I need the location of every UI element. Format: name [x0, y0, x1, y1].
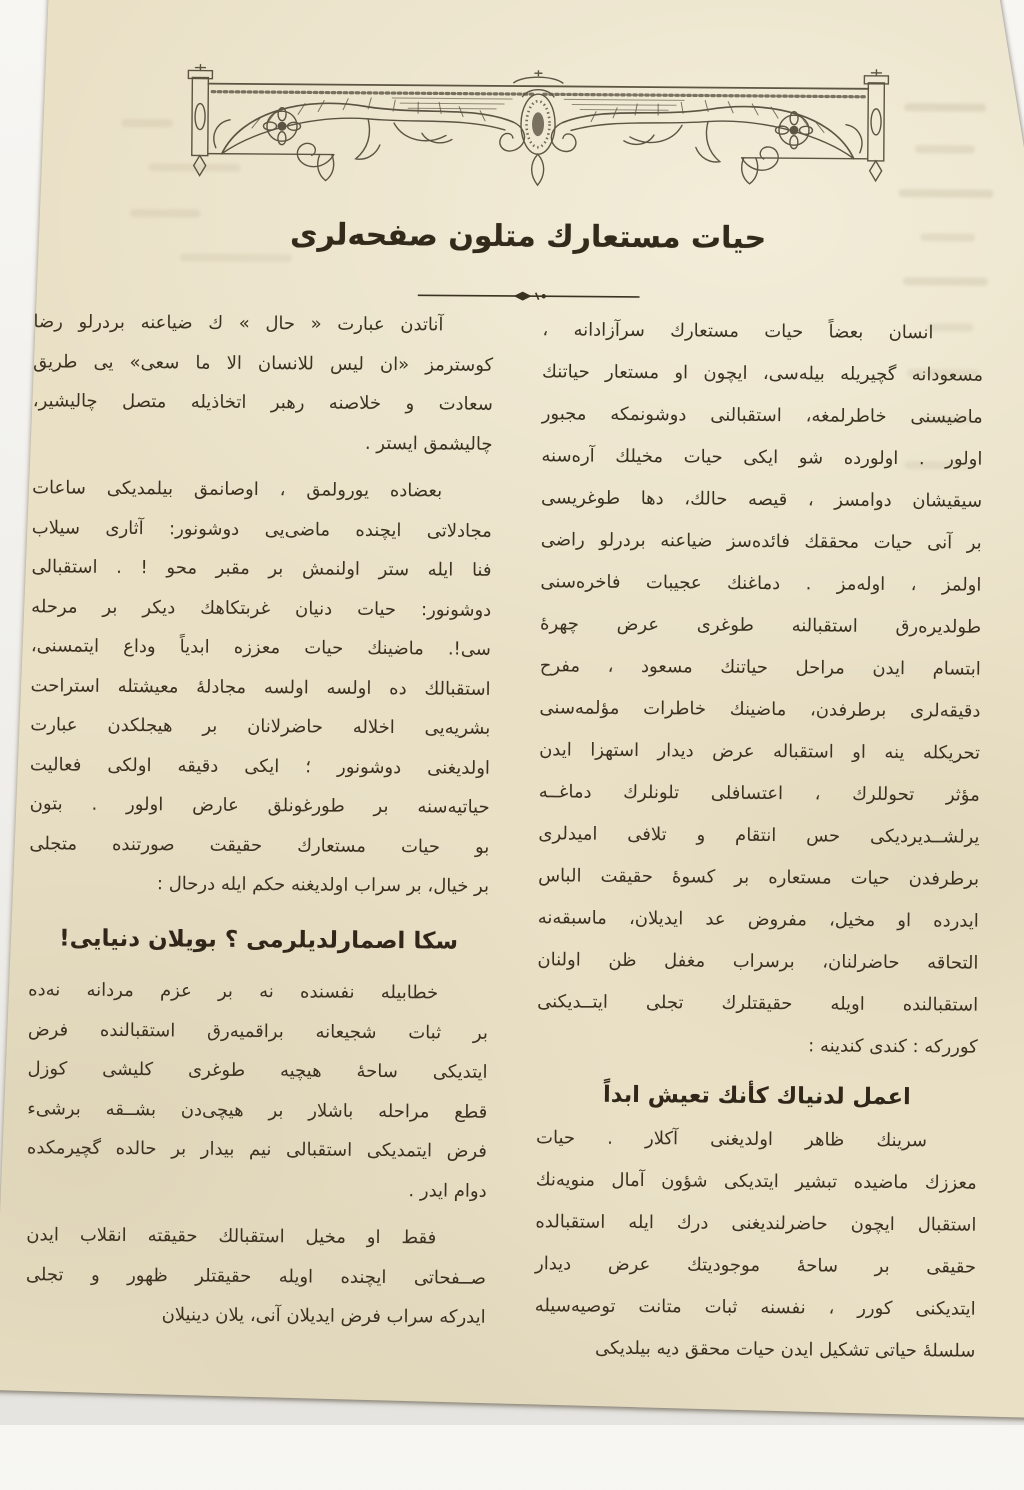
text-line: استقبالنده اويله حقيقتلرك تجلى ايتــديكنى [537, 991, 979, 1016]
page-title: حيات مستعارك متلون صفحه‌لرى [289, 217, 767, 257]
paragraph [26, 1215, 487, 1337]
text-line: مجادلاتى ايچنده ماضى‌يى دوشونور: آثارى سيلاب [31, 516, 492, 542]
paragraph [534, 1117, 977, 1372]
rule-fleuron-icon [418, 287, 640, 305]
bleed-through-mark [903, 277, 988, 286]
text-line: اولمز ، اوله‌مز . دماغنك عجيبات فاخره‌سنى [540, 571, 982, 596]
text-line: بر ثبات شجيعانه براقميه‌رق استقبالنده فرض [27, 1018, 488, 1044]
text-line: ماضيسنى خاطرلمغه، استقبالنى دوشونمكه مجبور [541, 403, 983, 428]
text-line: بو حيات مستعارك حقيقت صورتنده متجلى [29, 832, 490, 858]
text-line: التحاقه حاضرلنان، برسراب مغفل ظن اولنان [537, 949, 979, 974]
paragraph [537, 309, 984, 1068]
column-right [534, 309, 983, 1380]
bleed-through-mark [904, 103, 986, 112]
text-line: استقبال ايچون حاضرلنديغنى درك ايله استقبالده [535, 1211, 977, 1236]
text-line: معززك ماضيده تبشير ايتديكى شؤون آمال منويه‌نك [535, 1169, 977, 1194]
text-line: ايتديكى ساحهٔ هيچيه طوغرى كليشى كوزل [27, 1058, 488, 1083]
text-line: خطابيله نفسنده نه بر عزم مردانه نه‌ده [28, 979, 439, 1004]
column-left [25, 302, 493, 1345]
paragraph [32, 302, 493, 464]
bleed-through-mark [898, 189, 993, 198]
text-line: كوسترمز «ان ليس للانسان الا ما سعى» يى طريق [33, 350, 494, 376]
headpiece-engraving-icon [181, 61, 894, 199]
text-line: انسان بعضاً حيات مستعارك سرآزادانه ، [542, 319, 934, 344]
text-line: مؤثر تحوللرك ، اعتسافلى تلونلرك دماغــه [538, 781, 980, 806]
text-line: بر آنى حيات محققك فائده‌سز ضياعنه بردرلو راضى [540, 529, 982, 554]
text-line: كورركه : كندى كندينه : [808, 1035, 978, 1058]
text-line: تحريكله ينه او استقباله عرض ديدار استهزا ايدن [539, 739, 981, 764]
text-line: سى!. ماضينك حيات معززه ابدياً وداع ايتمسنى، [30, 635, 491, 660]
text-line: سلسلهٔ حياتى تشكيل ايدن حيات محقق ديه بيلديكى [594, 1337, 976, 1362]
title-rule-ornament [418, 287, 640, 305]
section-heading [28, 919, 488, 962]
text-line: صــفحاتى ايچنده اويله حقيقتلر ظهور و تجلى [25, 1263, 487, 1289]
text-line: ايدرده او مخيل، مفروض عد ايديلان، ماسبقه‌نه [537, 907, 979, 932]
text-line: فرض ايتمديكى استقبالى نيم بيدار بر حالده گچيرمكده [26, 1137, 488, 1162]
bleed-through-mark [920, 233, 975, 241]
text-line: مسعودانه گچيريله بيله‌سى، ايچون او مستعار حياتنك [541, 361, 984, 386]
text-line: بر خيال، بر سراب اولديغنه حكم ايله درحال : [156, 873, 490, 897]
paragraph [27, 970, 489, 1211]
text-line: آناتدن عبارت « حال » ك ضياعنه بردرلو رضا [33, 311, 444, 336]
text-line: طولديره‌رق استقبالنه طوغرى عرض چهرهٔ [540, 613, 982, 638]
text-line: استقبالك ده اولسه اولسه مجادلهٔ معيشتله استراحت [30, 674, 491, 700]
paragraph [29, 468, 492, 906]
text-line: بعضاده يورولمق ، اوصانمق بيلمديكى ساعات [32, 477, 443, 502]
text-line: دقيقه‌لرى برطرفدن، ماضينك خاطرات مؤلمه‌سنى [539, 697, 981, 722]
text-line: فنا ايله ستر اولنمش بر مقبر محو ! . استقبالى [31, 556, 492, 581]
centered-maxim [536, 1073, 977, 1118]
text-line: بشريه‌يى اخلاله حاضرلانان بر هيجلكدن عبارت [30, 714, 491, 739]
text-line: فقط او مخيل استقبالك حقيقته انقلاب ايدن [26, 1224, 437, 1249]
text-line: ايتديكنى كورر ، نفسنه ثبات متانت توصيه‌سيله [534, 1295, 976, 1320]
text-line: سيقيشان دوامسز ، قيصه حالك، دها طوغريسى [541, 487, 983, 512]
text-line: ابتسام ايدن مراحل حياتنك مسعود ، مفرح [539, 655, 981, 680]
text-line: يرلشــديرديكى حس انتقام و تلافى اميدلرى [538, 823, 980, 848]
text-line: حياتيه‌سنه بر طورغونلق عارض اولور . بتون [29, 793, 490, 818]
text-line: دوام ايدر . [408, 1179, 487, 1202]
text-line: برطرفدن حيات مستعاره بر كسوهٔ حقيقت الباس [538, 865, 980, 890]
text-line: دوشونور: حيات دنيان غربتكاهك ديكر بر مرحله [31, 595, 492, 621]
text-line: اولور . اولورده شو ايكى حيات مخيلك آره‌سنه [541, 445, 983, 470]
bleed-through-mark [180, 253, 292, 262]
text-line: چاليشمق ايستر . [364, 432, 493, 455]
bleed-through-mark [121, 119, 173, 127]
text-line: ايدركه سراب فرض ايديلان آنى، يلان دينيلان [161, 1304, 486, 1328]
text-line: سرينك ظاهر اولديغنى آكلار . حيات [535, 1127, 928, 1152]
text-line: قطع مراحله باشلار بر هيچى‌دن بشــقه برشىء [27, 1097, 488, 1123]
text-line: حقيقى بر ساحهٔ موجوديتك عرض ديدار [534, 1253, 977, 1278]
text-line: سكا اصمارلديلرمى ؟ بويلان دنيايى! [59, 924, 459, 955]
ornamental-headpiece [181, 61, 894, 199]
text-line: سعادت و خلاصنه رهبر اتخاذيله متصل چاليشير، [32, 390, 493, 415]
bleed-through-mark [915, 145, 975, 153]
text-line: اعمل لدنياك كأنك تعيش ابداً [602, 1081, 911, 1111]
text-line: اولديغنى دوشونور ؛ ايكى دقيقه اولكى فعاليت [29, 753, 491, 779]
